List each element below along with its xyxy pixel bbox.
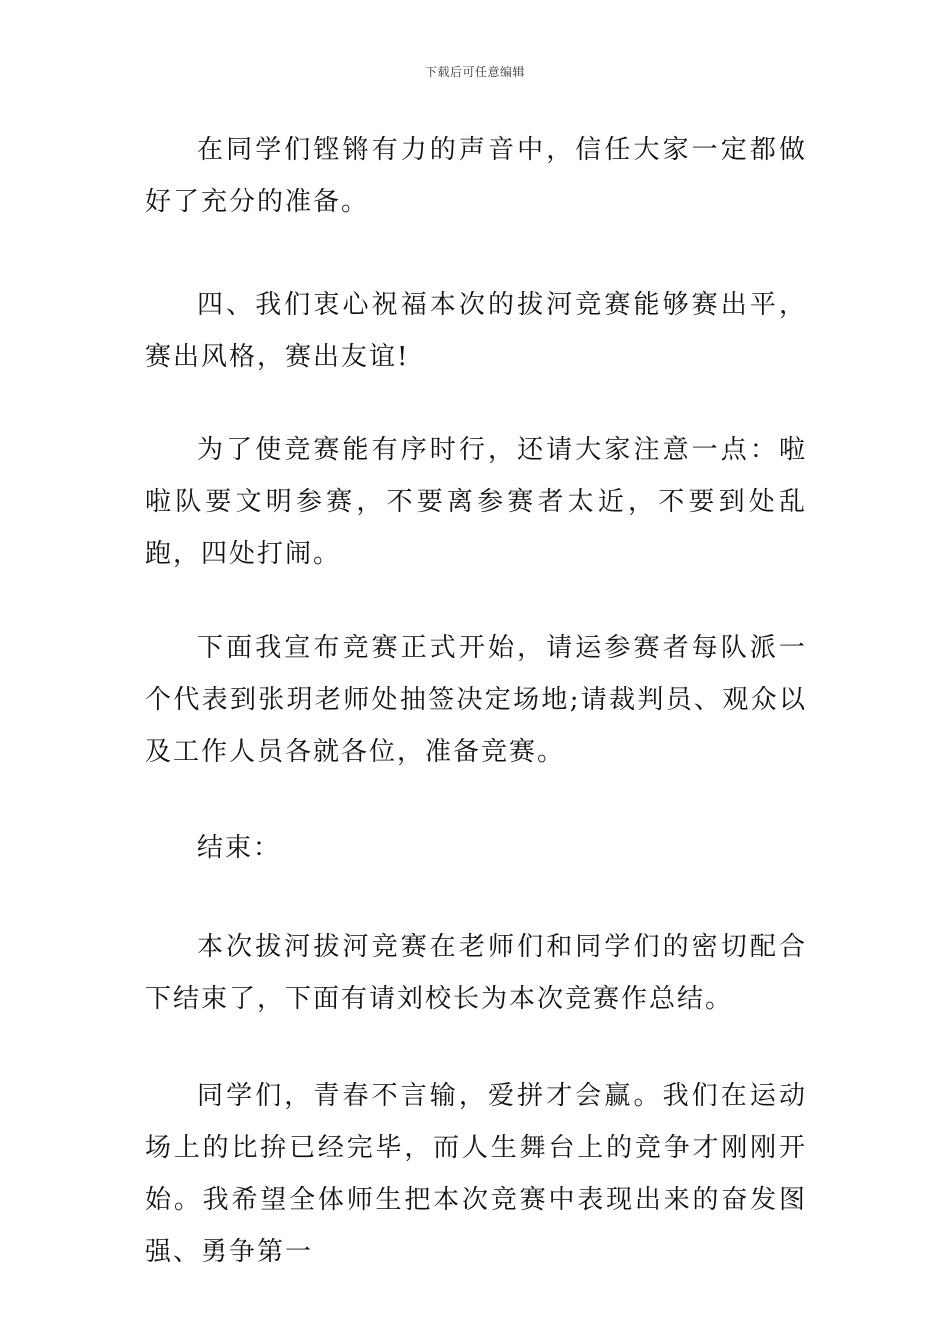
paragraph-closing-speech: 同学们，青春不言输，爱拼才会赢。我们在运动场上的比拚已经完毕，而人生舞台上的竞争才刚刚开始。我希望全体师生把本次竞赛中表现出来的奋发图强、勇争第一 <box>145 1081 807 1267</box>
paragraph-notice: 为了使竞赛能有序时行，还请大家注意一点：啦啦队要文明参赛，不要离参赛者太近，不要到处乱跑，四处打闹。 <box>145 435 807 569</box>
section-heading-end: 结束： <box>197 833 282 863</box>
paragraph-conclusion: 本次拔河拔河竞赛在老师们和同学们的密切配合下结束了，下面有请刘校长为本次竞赛作总结。 <box>145 932 807 1014</box>
paragraph-start-announcement: 下面我宣布竞赛正式开始，请运参赛者每队派一个代表到张玥老师处抽签决定场地;请裁判员、观众以及工作人员各就各位，准备竞赛。 <box>145 633 807 767</box>
paragraph-blessing: 四、我们衷心祝福本次的拔河竞赛能够赛出平，赛出风格，赛出友谊! <box>145 290 807 372</box>
page-header: 下载后可任意编辑 <box>424 65 525 79</box>
paragraph-preparation: 在同学们铿锵有力的声音中，信任大家一定都做好了充分的准备。 <box>145 135 807 217</box>
